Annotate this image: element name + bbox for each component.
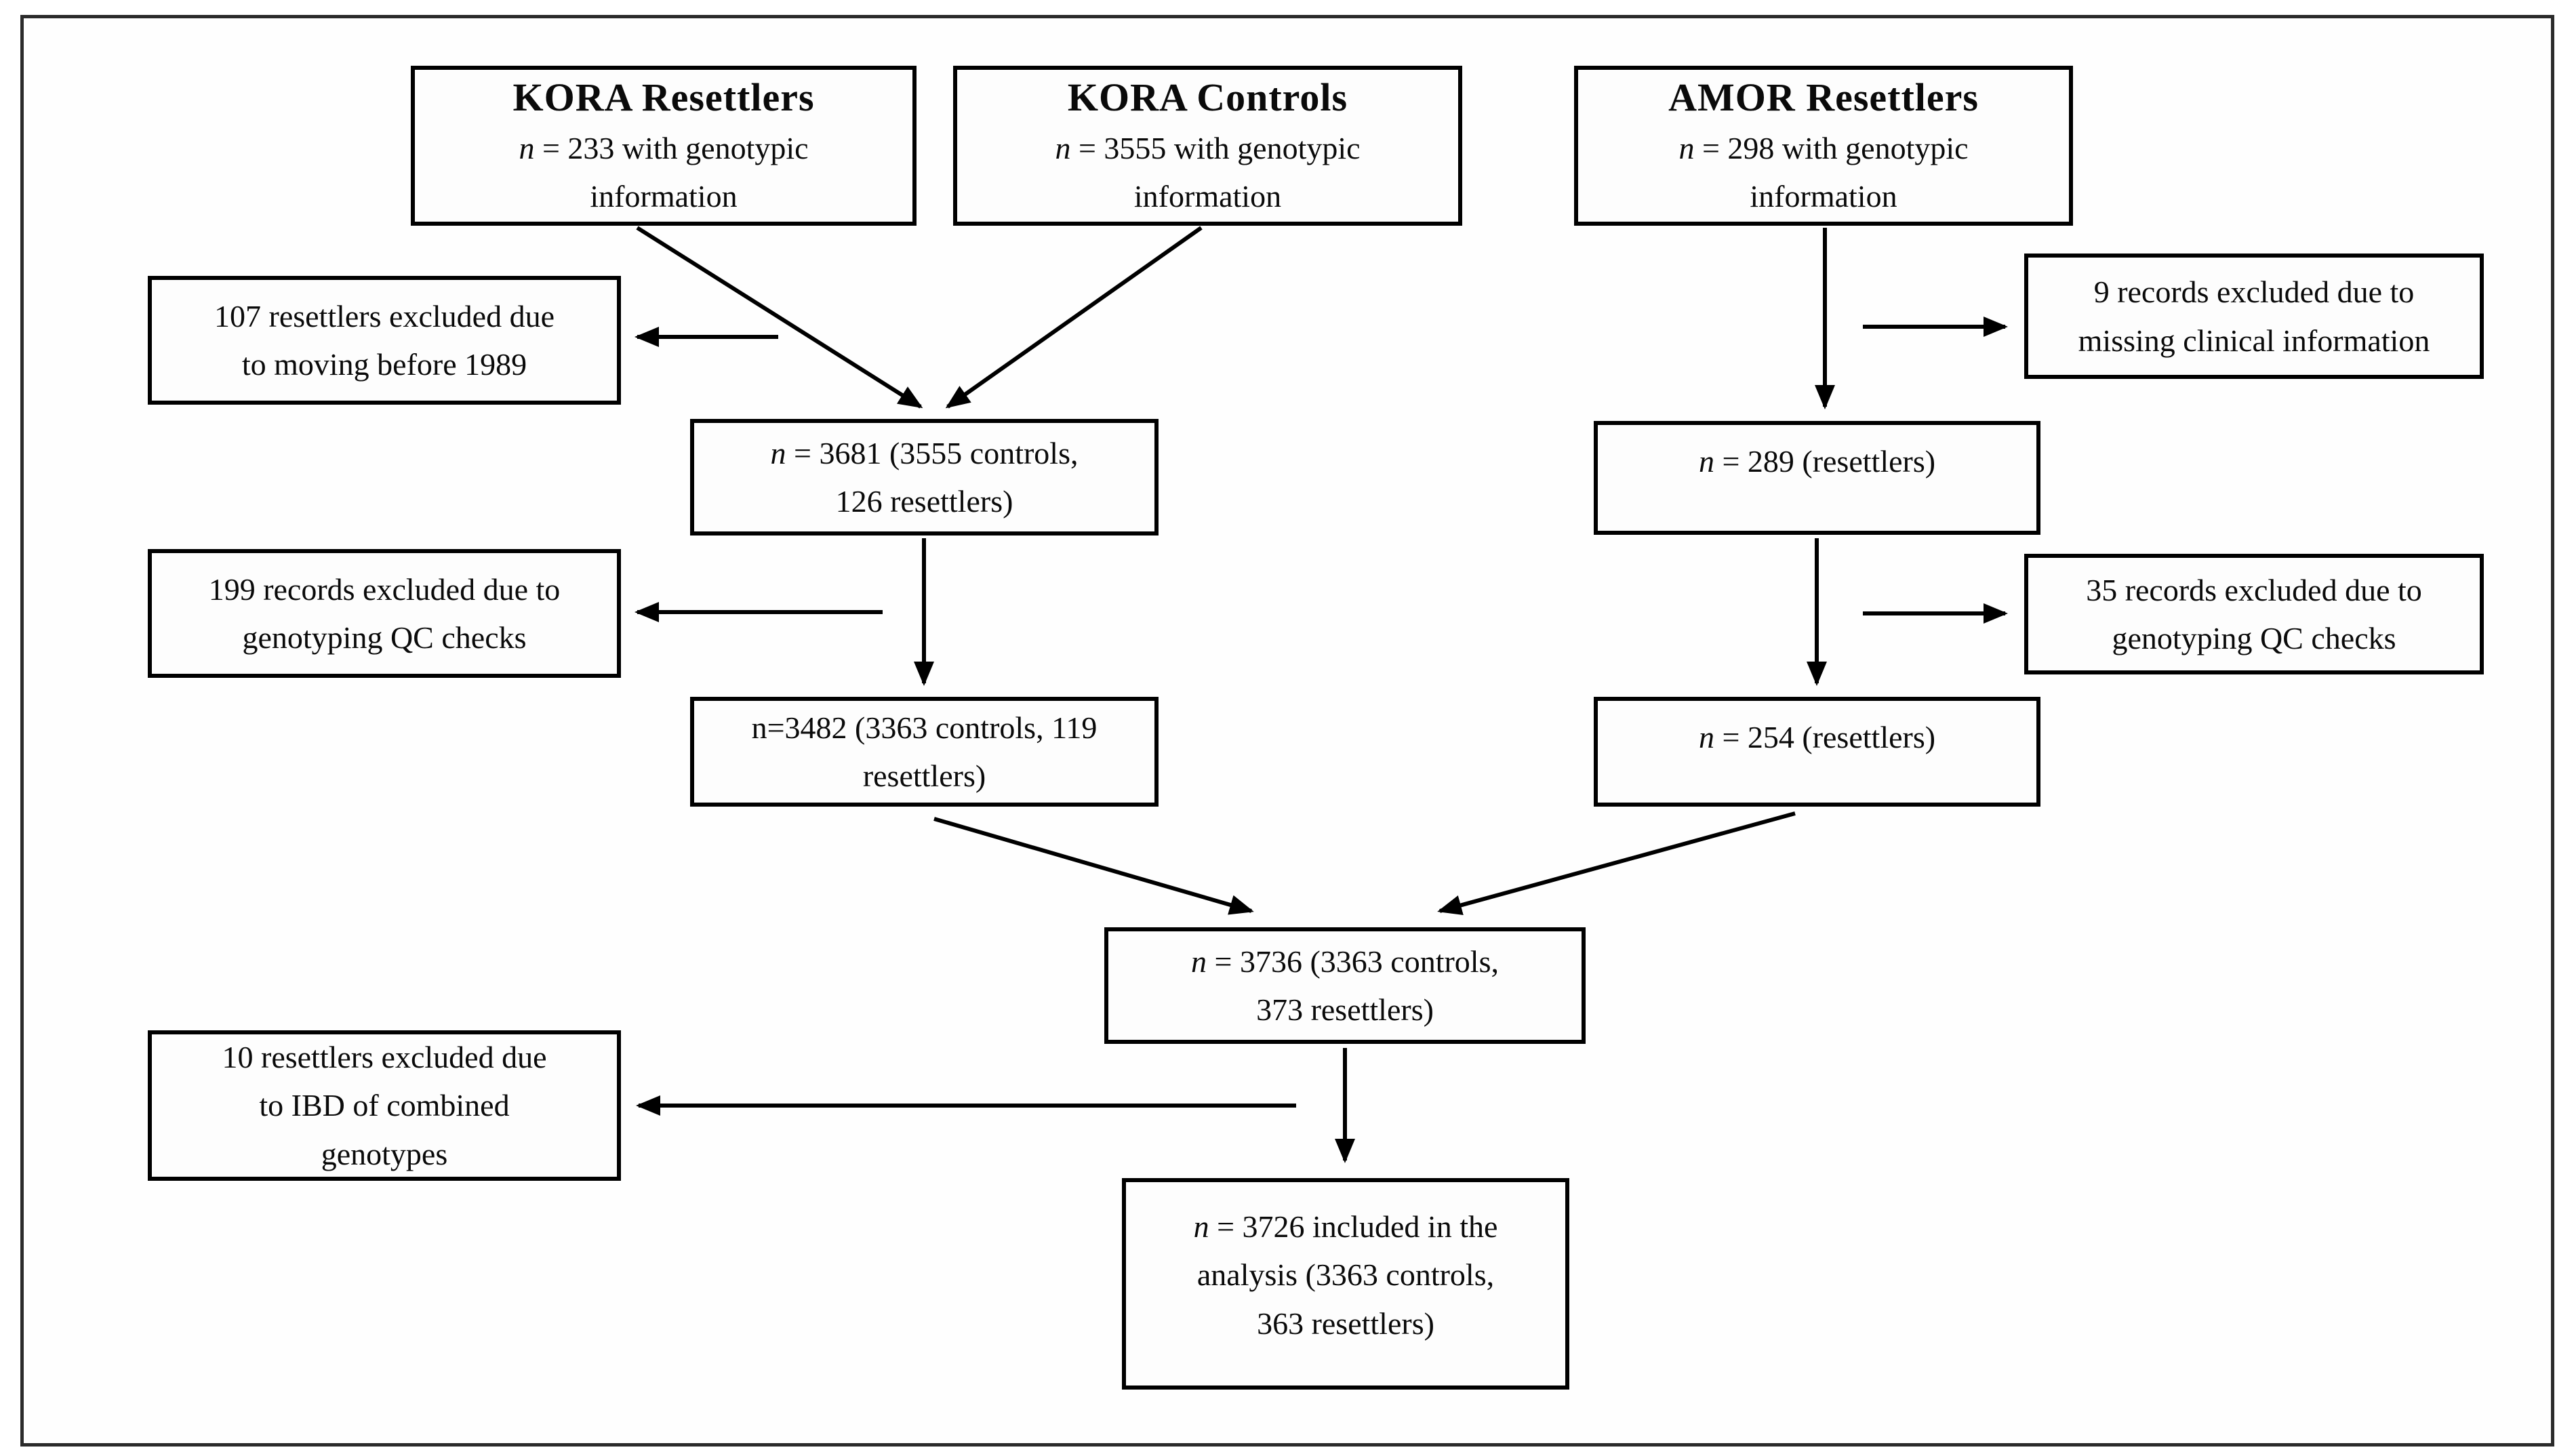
node-excl-moving-before-1989 xyxy=(148,276,621,405)
node-line: n = 298 with genotypic xyxy=(1678,130,1969,165)
node-line: n = 233 with genotypic xyxy=(519,130,809,165)
node-line: information xyxy=(590,179,738,214)
node-line: 10 resettlers excluded due xyxy=(222,1040,547,1075)
node-line: resettlers) xyxy=(862,759,986,793)
node-n289 xyxy=(1594,421,2040,535)
node-n3482 xyxy=(690,697,1159,807)
node-kora-controls xyxy=(953,66,1462,226)
node-excl-genotyping-qc-right xyxy=(2024,554,2484,674)
node-line: missing clinical information xyxy=(2078,323,2430,358)
node-line: 373 resettlers) xyxy=(1256,992,1434,1027)
node-line: n = 3736 (3363 controls, xyxy=(1191,944,1499,979)
node-line: information xyxy=(1133,179,1282,214)
node-title: AMOR Resettlers xyxy=(1668,75,1979,119)
node-line: to IBD of combined xyxy=(259,1088,510,1123)
node-excl-ibd xyxy=(148,1030,621,1181)
node-line: 363 resettlers) xyxy=(1257,1306,1434,1341)
node-line: 199 records excluded due to xyxy=(208,571,561,607)
node-line: n = 289 (resettlers) xyxy=(1698,444,1936,479)
node-line: to moving before 1989 xyxy=(241,347,527,382)
node-line: 35 records excluded due to xyxy=(2086,572,2422,607)
node-title: KORA Controls xyxy=(1067,75,1348,119)
node-line: genotyping QC checks xyxy=(2112,621,2396,655)
node-line: n = 254 (resettlers) xyxy=(1698,720,1936,754)
node-line: 9 records excluded due to xyxy=(2093,275,2415,310)
node-title: KORA Resettlers xyxy=(512,75,815,119)
node-line: genotyping QC checks xyxy=(242,620,527,655)
node-excl-genotyping-qc-left xyxy=(148,549,621,678)
node-n3681 xyxy=(690,419,1159,535)
node-line: n=3482 (3363 controls, 119 xyxy=(751,710,1098,745)
node-line: 126 resettlers) xyxy=(835,484,1013,519)
node-kora-resettlers xyxy=(411,66,917,226)
node-line: 107 resettlers excluded due xyxy=(214,298,555,333)
node-line: n = 3726 included in the xyxy=(1193,1209,1498,1244)
node-n254 xyxy=(1594,697,2040,807)
node-n3726-final xyxy=(1122,1178,1569,1390)
node-line: genotypes xyxy=(321,1136,448,1171)
node-line: n = 3681 (3555 controls, xyxy=(770,435,1079,470)
node-line: information xyxy=(1750,179,1897,214)
node-amor-resettlers xyxy=(1574,66,2073,226)
node-n3736 xyxy=(1104,927,1586,1044)
node-line: analysis (3363 controls, xyxy=(1196,1257,1495,1293)
node-line: n = 3555 with genotypic xyxy=(1055,130,1361,165)
node-excl-missing-clinical-info xyxy=(2024,254,2484,379)
